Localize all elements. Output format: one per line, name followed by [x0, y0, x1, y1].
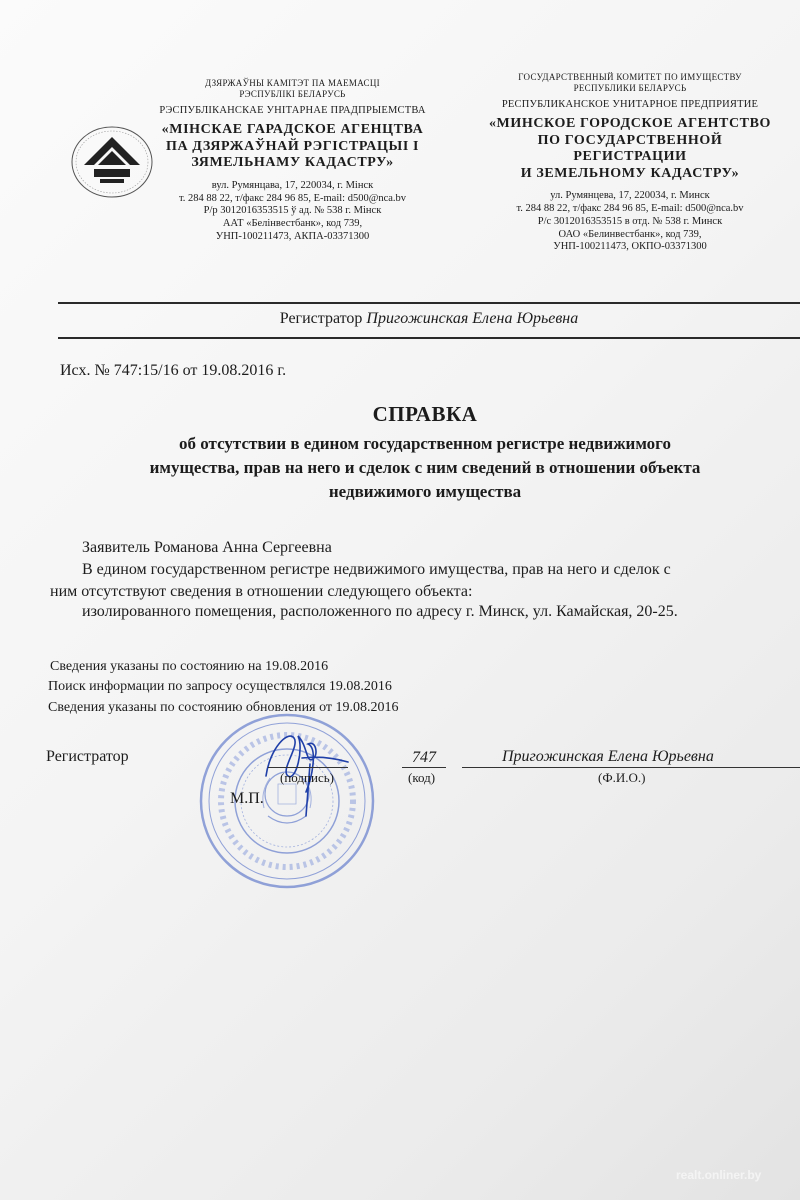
- right-header: [480, 72, 780, 254]
- right-address: ул. Румянцева, 17, 220034, г. Минск: [550, 190, 710, 202]
- header-rule-bottom: [58, 337, 800, 339]
- registrar-label: Регистратор: [279, 310, 363, 327]
- registrar-name: Пригожинская Елена Юрьевна: [366, 310, 579, 327]
- stamp-place-label: М.П.: [230, 790, 264, 807]
- right-bank: ОАО «Белинвестбанк», код 739,: [558, 228, 702, 240]
- left-org-name-3: ЗЯМЕЛЬНАМУ КАДАСТРУ»: [191, 155, 394, 171]
- right-unp: УНП-100211473, ОКПО-03371300: [553, 241, 707, 253]
- document-title: СПРАВКА: [372, 402, 478, 426]
- outgoing-number: Исх. № 747:15/16 от 19.08.2016 г.: [60, 362, 287, 379]
- left-phone: т. 284 88 22, т/факс 284 96 85, E-mail: d500@nca.bv: [178, 192, 407, 204]
- signature-caption: (подпись): [280, 770, 334, 785]
- code-caption: (код): [408, 770, 436, 785]
- signature-underline: [268, 767, 348, 768]
- right-header-line2: РЕСПУБЛИКИ БЕЛАРУСЬ: [573, 82, 687, 93]
- left-header: [155, 78, 430, 244]
- left-unp: УНП-100211473, АКПА-03371300: [215, 230, 370, 242]
- fio-underline: [462, 767, 800, 768]
- header-rule-top: [58, 302, 800, 304]
- body-paragraph-1a: В едином государственном регистре недвижимого имущества, прав на него и сделок с: [82, 561, 671, 578]
- right-phone: т. 284 88 22, т/факс 284 96 85, E-mail: d500@nca.bv: [516, 203, 744, 215]
- left-header-line2: РЭСПУБЛІКІ БЕЛАРУСЬ: [239, 88, 346, 99]
- info-block: [48, 657, 399, 718]
- info-line-3: Сведения указаны по состоянию обновления от 19.08.2016: [48, 699, 399, 715]
- left-account: Р/р 3012016353515 ў ад. № 538 г. Мінск: [203, 205, 382, 217]
- info-line-1: Сведения указаны по состоянию на 19.08.2016: [50, 659, 329, 674]
- right-account: Р/с 3012016353515 в отд. № 538 г. Минск: [537, 215, 723, 227]
- signature-role: Регистратор: [46, 748, 129, 765]
- organization-logo: [70, 125, 154, 199]
- right-header-line1: ГОСУДАРСТВЕННЫЙ КОМИТЕТ ПО ИМУЩЕСТВУ: [518, 72, 742, 82]
- left-header-line1: ДЗЯРЖАЎНЫ КАМІТЭТ ПА МАЕМАСЦІ: [205, 78, 380, 88]
- subtitle-line-1: об отсутствии в едином государственном регистре недвижимого: [179, 434, 671, 453]
- right-org-name-3: И ЗЕМЕЛЬНОМУ КАДАСТРУ»: [520, 165, 740, 181]
- applicant: Заявитель Романова Анна Сергеевна: [82, 539, 332, 556]
- registrar-code: 747: [412, 749, 436, 766]
- left-bank: ААТ «Белінвестбанк», код 739,: [222, 218, 363, 230]
- right-org-name-2: ПО ГОСУДАРСТВЕННОЙ РЕГИСТРАЦИИ: [537, 132, 723, 165]
- info-line-2: Поиск информации по запросу осуществлялся 19.08.2016: [48, 679, 392, 695]
- subtitle-line-2: имущества, прав на него и сделок с ним сведений в отношении объекта: [149, 458, 701, 478]
- registrar-fio: Пригожинская Елена Юрьевна: [502, 748, 714, 765]
- object-description: изолированного помещения, расположенного по адресу г. Минск, ул. Камайская, 20-25.: [82, 603, 678, 620]
- right-header-line3: РЕСПУБЛИКАНСКОЕ УНИТАРНОЕ ПРЕДПРИЯТИЕ: [501, 98, 759, 110]
- registrar-line: [58, 310, 800, 328]
- left-org-name-2: ПА ДЗЯРЖАЎНАЙ РЭГІСТРАЦЫІ І: [165, 138, 420, 154]
- watermark: realt.onliner.by: [676, 1168, 762, 1182]
- subtitle-line-3: недвижимого имущества: [328, 482, 522, 502]
- fio-caption: (Ф.И.О.): [598, 770, 646, 785]
- code-underline: [402, 767, 446, 768]
- left-header-line3: РЭСПУБЛІКАНСКАЕ УНІТАРНАЕ ПРАДПРЫЕМСТВА: [159, 104, 426, 116]
- left-org-name-1: «МІНСКАЕ ГАРАДСКОЕ АГЕНЦТВА: [161, 122, 424, 138]
- left-address: вул. Румянцава, 17, 220034, г. Мінск: [211, 179, 374, 191]
- body-paragraph-1b: ним отсутствуют сведения в отношении следующего объекта:: [50, 583, 473, 600]
- right-org-name-1: «МИНСКОЕ ГОРОДСКОЕ АГЕНТСТВО: [488, 116, 772, 132]
- handwritten-signature: [258, 718, 368, 818]
- document-subtitle: [60, 432, 790, 504]
